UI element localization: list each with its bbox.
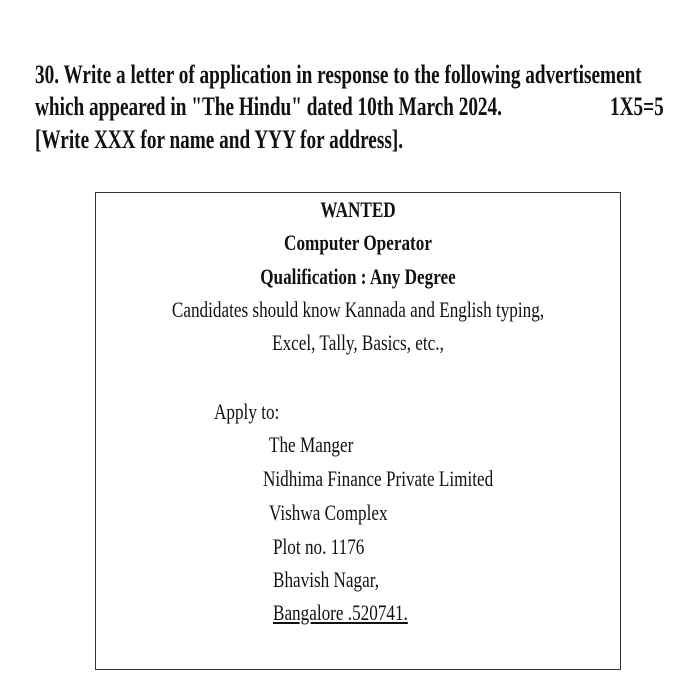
marks: 1X5=5 xyxy=(610,92,664,121)
ad-requirement-1: Candidates should know Kannada and English typing, xyxy=(171,297,545,322)
ad-requirement-2: Excel, Tally, Basics, etc., xyxy=(272,330,444,355)
ad-position: Computer Operator xyxy=(284,230,432,255)
address-line: Nidhima Finance Private Limited xyxy=(263,466,494,491)
address-line: Bangalore .520741. xyxy=(273,600,408,625)
address-line: Plot no. 1176 xyxy=(273,534,365,559)
question-line-2: which appeared in "The Hindu" dated 10th March 2024. xyxy=(35,92,502,121)
ad-heading: WANTED xyxy=(320,197,396,222)
address-line: Vishwa Complex xyxy=(269,500,388,525)
question-line-1: 30. Write a letter of application in response to the following advertisement xyxy=(35,60,642,89)
ad-qualification: Qualification : Any Degree xyxy=(260,264,456,289)
address-line: Bhavish Nagar, xyxy=(273,567,380,592)
apply-label: Apply to: xyxy=(214,399,280,424)
advertisement-box xyxy=(95,192,621,670)
question-line-3: [Write XXX for name and YYY for address]. xyxy=(35,125,404,154)
address-line: The Manger xyxy=(269,432,354,457)
